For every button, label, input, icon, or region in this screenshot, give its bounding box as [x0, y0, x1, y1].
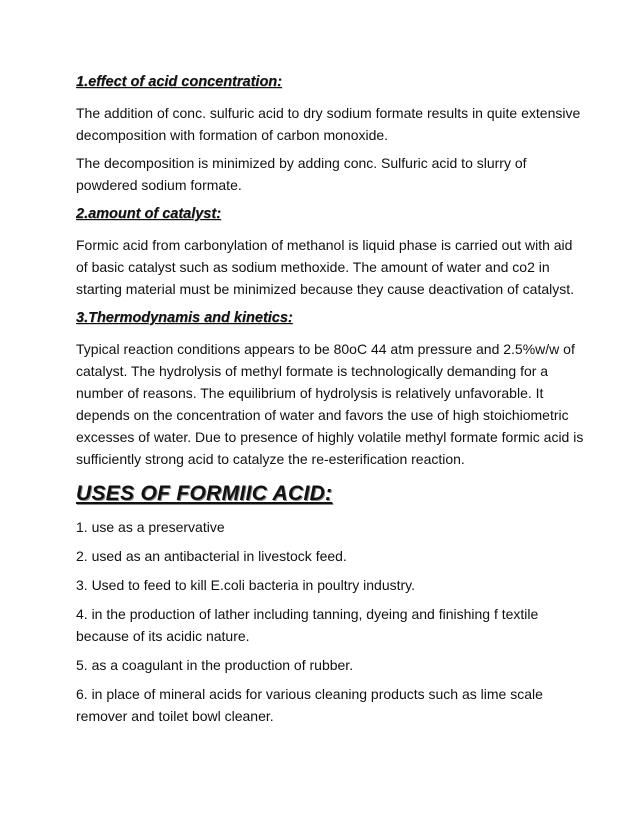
text-line: Formic acid from carbonylation of methanol is liquid phase is carried out with aid — [76, 237, 573, 253]
text-line: Typical reaction conditions appears to be 80oC 44 atm pressure and 2.5%w/w of — [76, 341, 575, 357]
list-item — [76, 683, 576, 727]
text-line: sufficiently strong acid to catalyze the re-esterification reaction. — [76, 451, 465, 467]
text-line: The addition of conc. sulfuric acid to dry sodium formate results in quite extensive — [76, 105, 581, 121]
section-heading-amount-of-catalyst: 2.amount of catalyst: — [76, 206, 222, 222]
text-line: 6. in place of mineral acids for various cleaning products such as lime scale — [76, 686, 543, 702]
text-line: powdered sodium formate. — [76, 177, 242, 193]
paragraph — [76, 152, 576, 196]
text-line: starting material must be minimized because they cause deactivation of catalyst. — [76, 281, 575, 297]
paragraph — [76, 338, 584, 470]
text-line: decomposition with formation of carbon monoxide. — [76, 127, 389, 143]
text-line: depends on the concentration of water and favors the use of high stoichiometric — [76, 407, 569, 423]
text-line: 1. use as a preservative — [76, 519, 225, 535]
text-line: number of reasons. The equilibrium of hydrolysis is relatively unfavorable. It — [76, 385, 544, 401]
list-item — [76, 545, 576, 567]
text-line: because of its acidic nature. — [76, 628, 250, 644]
text-line: 2. used as an antibacterial in livestock feed. — [76, 548, 347, 564]
uses-heading: USES OF FORMIIC ACID: — [76, 482, 333, 505]
section-heading-acid-concentration: 1.effect of acid concentration: — [76, 74, 282, 90]
text-line: remover and toilet bowl cleaner. — [76, 708, 274, 724]
text-line: The decomposition is minimized by adding conc. Sulfuric acid to slurry of — [76, 155, 527, 171]
text-line: of basic catalyst such as sodium methoxide. The amount of water and co2 in — [76, 259, 550, 275]
text-line: 4. in the production of lather including tanning, dyeing and finishing f textile — [76, 606, 539, 622]
list-item — [76, 516, 576, 538]
text-line: 5. as a coagulant in the production of rubber. — [76, 657, 354, 673]
paragraph — [76, 234, 576, 300]
list-item — [76, 574, 576, 596]
list-item — [76, 603, 576, 647]
text-line: catalyst. The hydrolysis of methyl formate is technologically demanding for a — [76, 363, 549, 379]
text-line: excesses of water. Due to presence of highly volatile methyl formate formic acid is — [76, 429, 584, 445]
paragraph — [76, 102, 581, 146]
list-item — [76, 654, 576, 676]
document-page — [76, 72, 584, 734]
text-line: 3. Used to feed to kill E.coli bacteria in poultry industry. — [76, 577, 416, 593]
section-heading-thermodynamics: 3.Thermodynamis and kinetics: — [76, 310, 293, 326]
